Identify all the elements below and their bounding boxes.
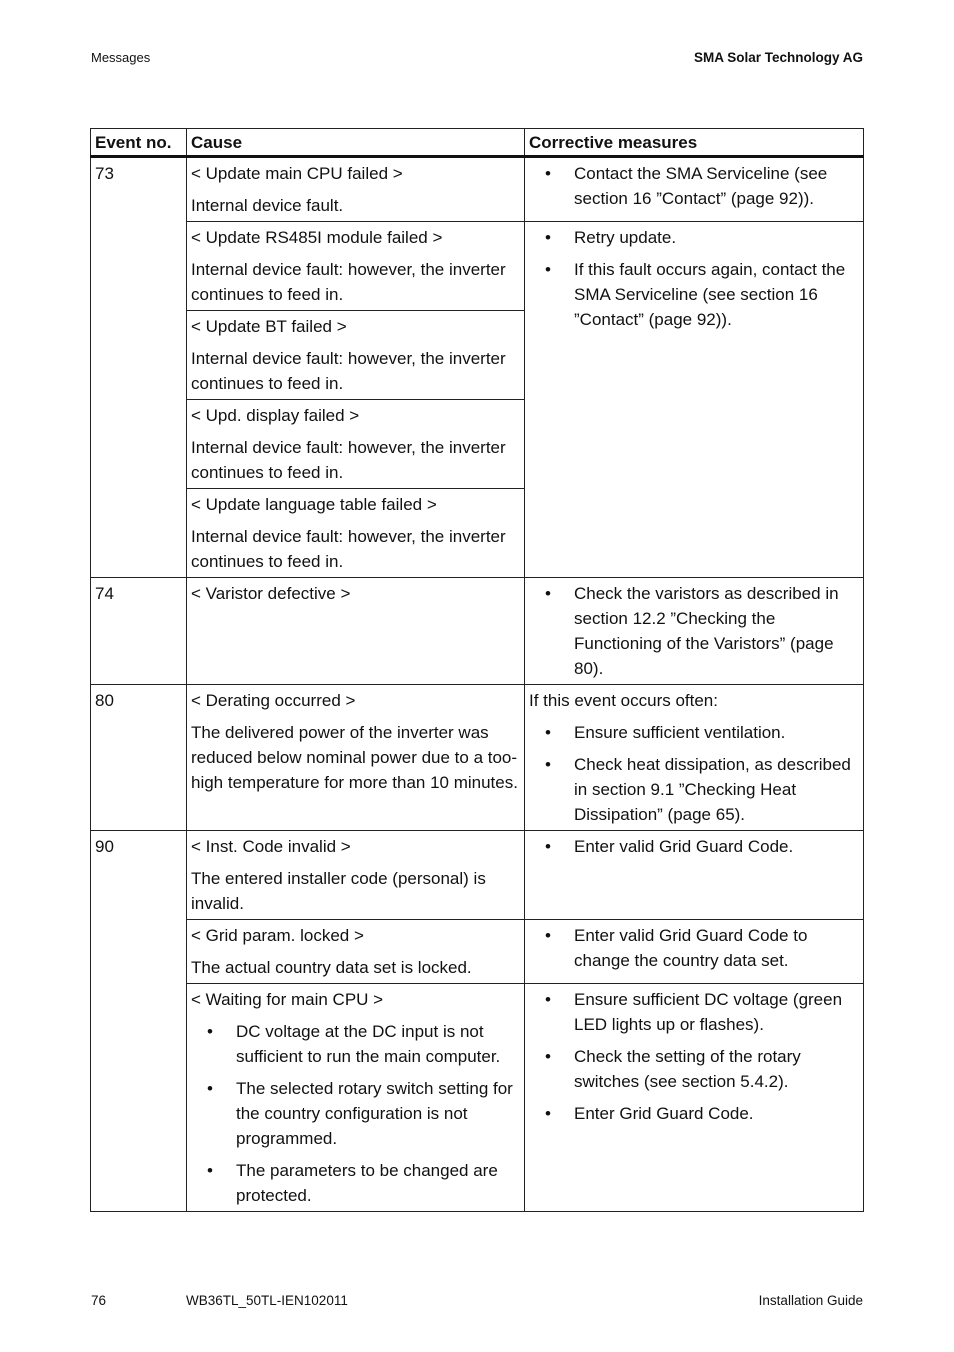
measure-item: • Check the varistors as described in section 12.2 ”Checking the Functioning of the Varistors” (page 80). xyxy=(529,581,859,681)
measures-intro: If this event occurs often: xyxy=(529,691,718,710)
measure-item: • Check the setting of the rotary switches (see section 5.4.2). xyxy=(529,1044,859,1094)
cause-cell xyxy=(187,685,525,831)
cause-title: < Varistor defective > xyxy=(191,584,351,603)
event-number: 80 xyxy=(91,685,187,831)
cause-cell xyxy=(187,222,525,311)
cause-cell xyxy=(187,984,525,1212)
measure-item: • Enter valid Grid Guard Code to change the country data set. xyxy=(529,923,859,973)
measures-cell xyxy=(525,157,864,222)
measure-item: • If this fault occurs again, contact the SMA Serviceline (see section 16 ”Contact” (page 92)). xyxy=(529,257,859,332)
measure-item: • Ensure sufficient DC voltage (green LED lights up or flashes). xyxy=(529,987,859,1037)
table-row xyxy=(91,984,864,1212)
header-cause: Cause xyxy=(187,129,525,157)
measure-item: • Enter Grid Guard Code. xyxy=(529,1101,859,1126)
cause-title: < Update BT failed > xyxy=(191,317,347,336)
measures-cell xyxy=(525,222,864,578)
measure-item: • Contact the SMA Serviceline (see section 16 ”Contact” (page 92)). xyxy=(529,161,859,211)
event-number: 73 xyxy=(91,157,187,578)
measures-cell xyxy=(525,685,864,831)
cause-description: Internal device fault: however, the inverter continues to feed in. xyxy=(191,527,506,571)
measure-item: • Retry update. xyxy=(529,225,859,250)
cause-cell xyxy=(187,578,525,685)
measures-cell xyxy=(525,984,864,1212)
cause-description: The entered installer code (personal) is invalid. xyxy=(191,869,486,913)
cause-title: < Upd. display failed > xyxy=(191,406,360,425)
footer-document-title: Installation Guide xyxy=(758,1293,863,1308)
cause-title: < Waiting for main CPU > xyxy=(191,990,384,1009)
cause-title: < Update RS485I module failed > xyxy=(191,228,443,247)
measures-cell xyxy=(525,578,864,685)
cause-description: Internal device fault: however, the inverter continues to feed in. xyxy=(191,260,506,304)
cause-cell xyxy=(187,920,525,984)
footer-page-number: 76 xyxy=(91,1293,107,1308)
cause-description: The delivered power of the inverter was reduced below nominal power due to a too-high temperature for more than 10 minutes. xyxy=(191,723,518,792)
table-row xyxy=(91,578,864,685)
measure-item: • Check heat dissipation, as described in section 9.1 ”Checking Heat Dissipation” (page 65). xyxy=(529,752,859,827)
cause-title: < Derating occurred > xyxy=(191,691,356,710)
header-event-no: Event no. xyxy=(91,129,187,157)
table-row xyxy=(91,831,864,920)
cause-cell xyxy=(187,157,525,222)
event-table xyxy=(90,128,864,1212)
cause-title: < Update main CPU failed > xyxy=(191,164,403,183)
header-company: SMA Solar Technology AG xyxy=(693,50,863,65)
table-row xyxy=(91,222,864,311)
cause-description: Internal device fault: however, the inverter continues to feed in. xyxy=(191,349,506,393)
header-corrective-measures: Corrective measures xyxy=(525,129,864,157)
cause-cell xyxy=(187,311,525,400)
cause-description: Internal device fault. xyxy=(191,196,344,215)
cause-description: The actual country data set is locked. xyxy=(191,958,472,977)
cause-description: Internal device fault: however, the inverter continues to feed in. xyxy=(191,438,506,482)
cause-cell xyxy=(187,831,525,920)
cause-item: • The selected rotary switch setting for the country configuration is not programmed. xyxy=(191,1076,520,1151)
cause-title: < Update language table failed > xyxy=(191,495,437,514)
header-section: Messages xyxy=(91,50,151,65)
table-row xyxy=(91,920,864,984)
event-number: 74 xyxy=(91,578,187,685)
table-header-row xyxy=(91,129,864,157)
measures-cell xyxy=(525,831,864,920)
table-row xyxy=(91,157,864,222)
table-row xyxy=(91,685,864,831)
event-number: 90 xyxy=(91,831,187,1212)
cause-item: • DC voltage at the DC input is not sufficient to run the main computer. xyxy=(191,1019,520,1069)
measures-cell xyxy=(525,920,864,984)
cause-cell xyxy=(187,489,525,578)
cause-item: • The parameters to be changed are protected. xyxy=(191,1158,520,1208)
measure-item: • Ensure sufficient ventilation. xyxy=(529,720,859,745)
measure-item: • Enter valid Grid Guard Code. xyxy=(529,834,859,859)
cause-cell xyxy=(187,400,525,489)
cause-title: < Inst. Code invalid > xyxy=(191,837,351,856)
footer-document-id: WB36TL_50TL-IEN102011 xyxy=(186,1293,348,1308)
cause-title: < Grid param. locked > xyxy=(191,926,364,945)
